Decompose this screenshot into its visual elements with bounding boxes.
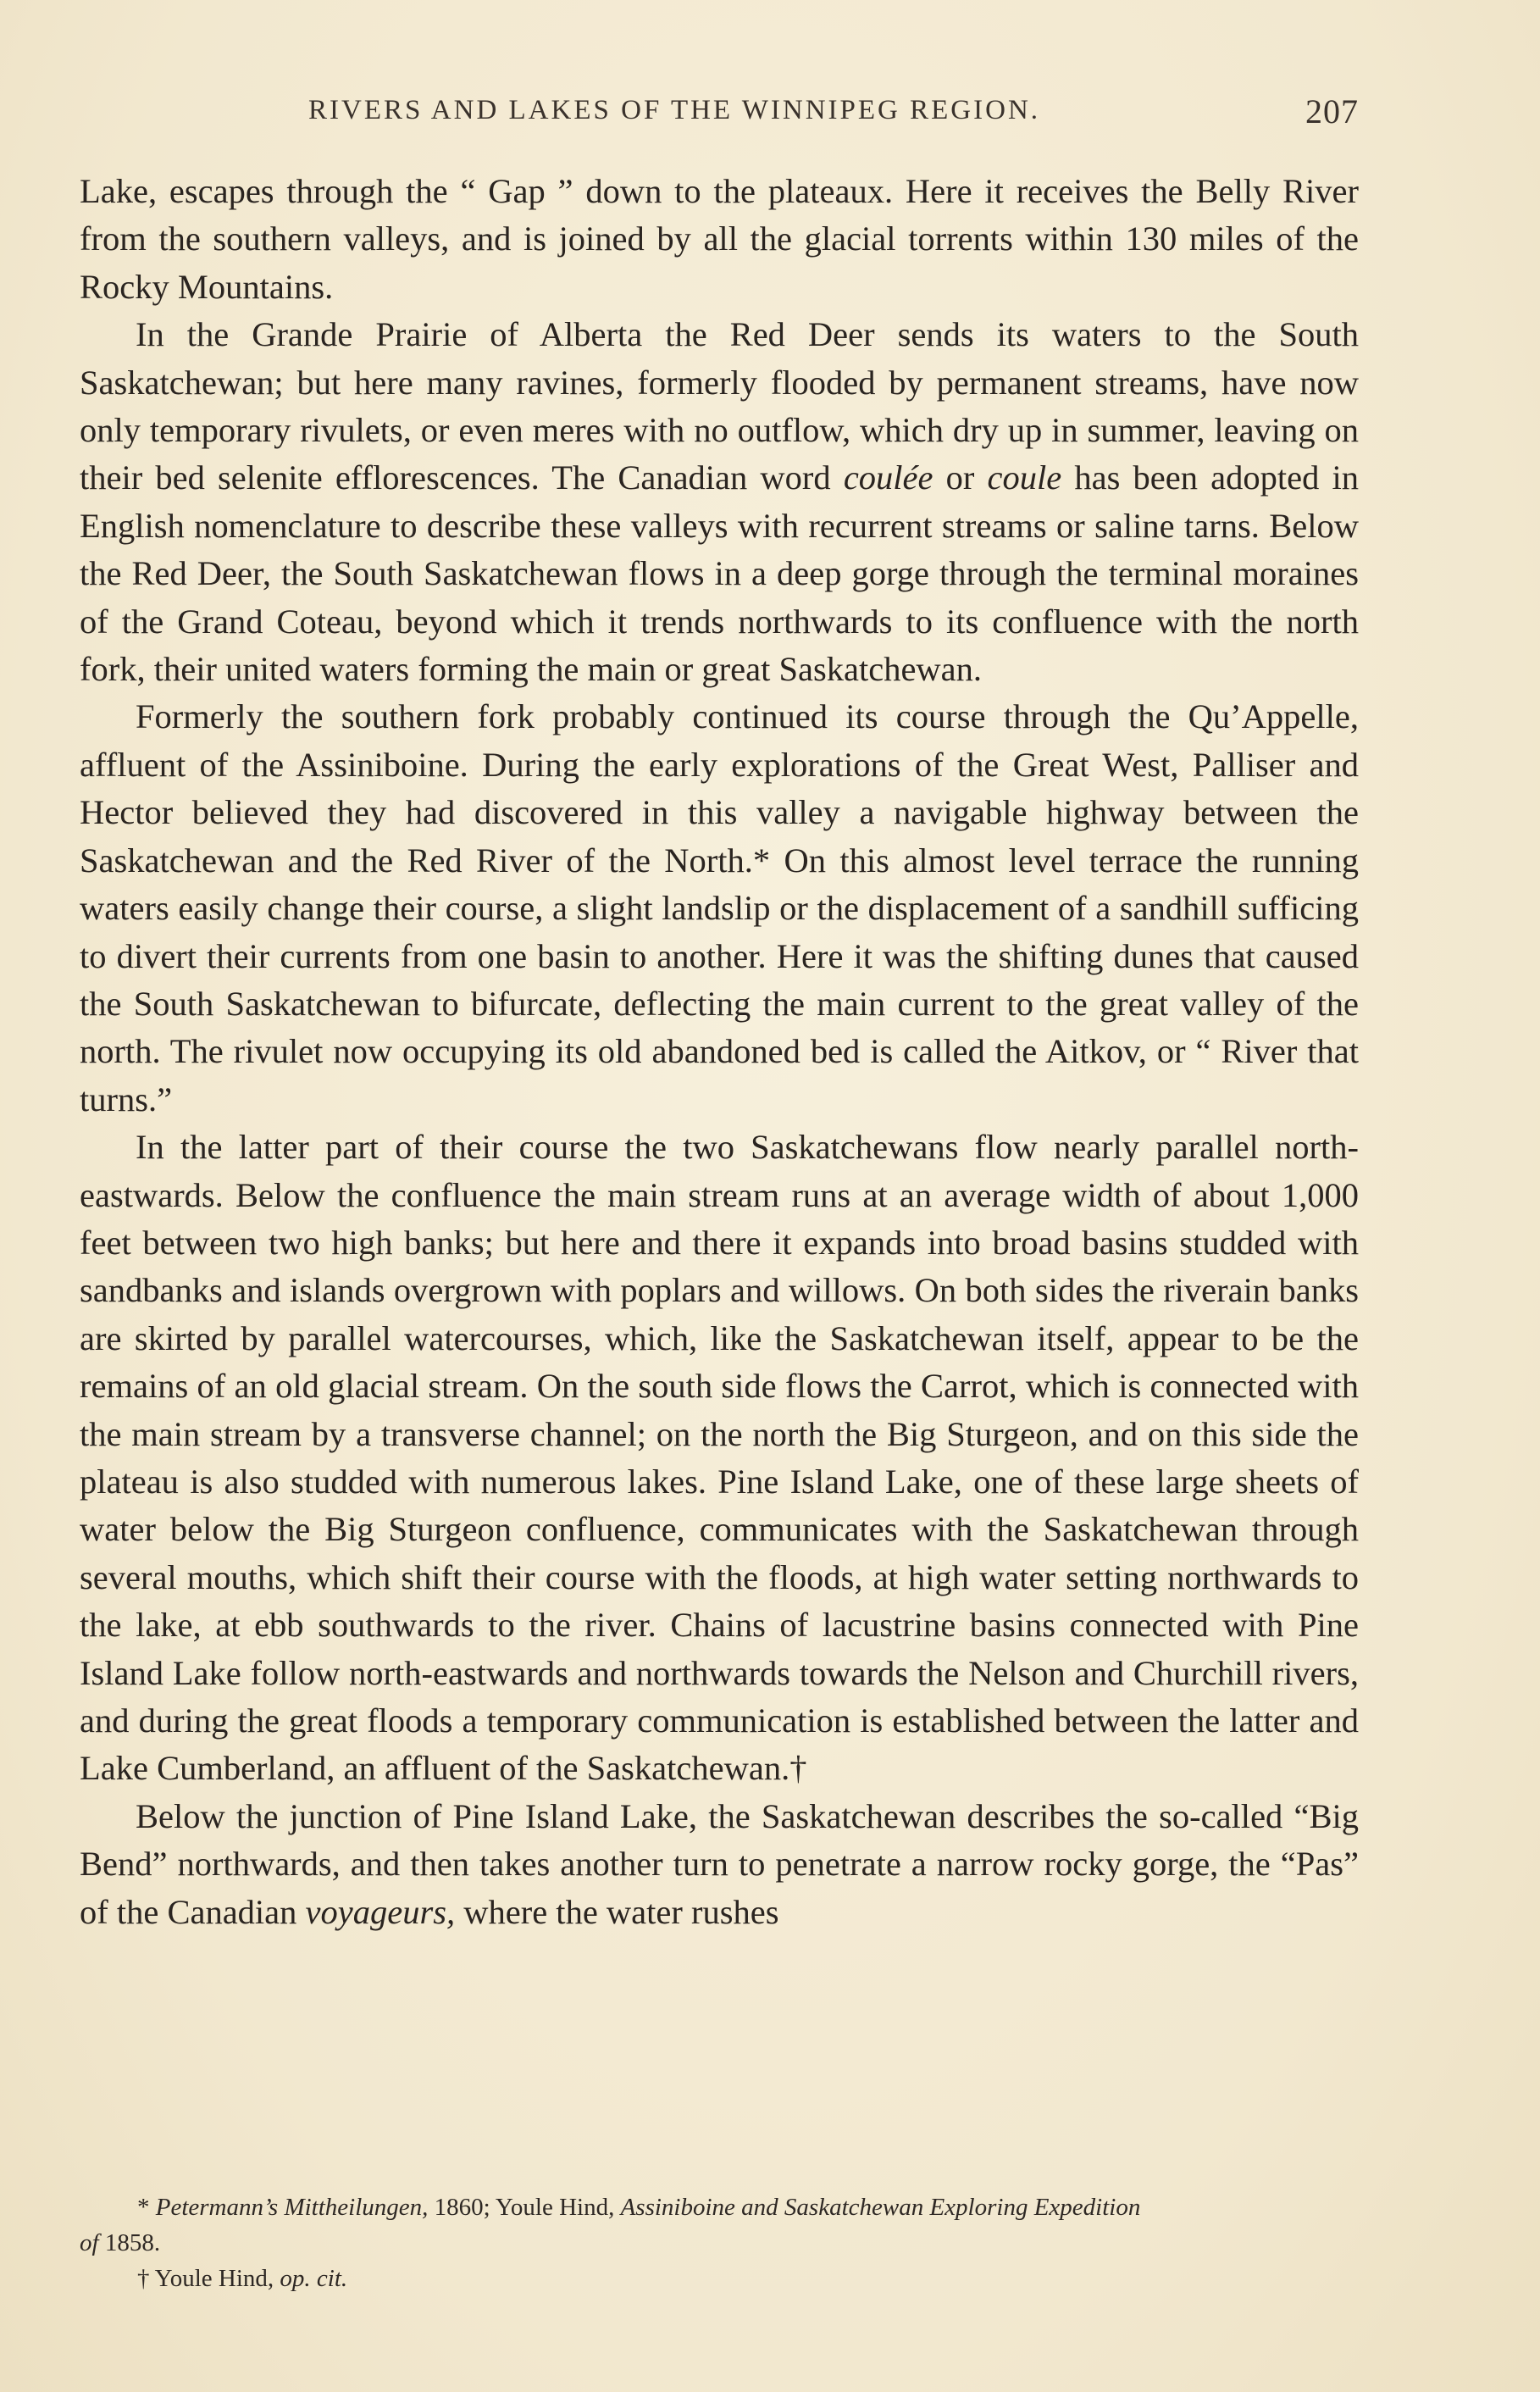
text-run: In the latter part of their course the two Saskatchewans flow nearly parallel north-eastwards. Below the confluence the main stream runs at an average width of about 1,000 feet between two high banks; but here and there it expands into broad basins studded with sandbanks and islands overgrown with poplars and willows. On both sides the riverain banks are skirted by parallel watercourses, which, like the Saskatchewan itself, appear to be the remains of an old glacial stream. On the south side flows the Carrot, which is connected with the main stream by a transverse channel; on the north the Big Sturgeon, and on this side the plateau is also studded with numerous lakes. Pine Island Lake, one of these large sheets of water below the Big Sturgeon confluence, communicates with the Saskatchewan through several mouths, which shift their course with the floods, at high water setting northwards to the lake, at ebb southwards to the river. Chains of lacustrine basins connected with Pine Island Lake follow north-eastwards and northwards towards the Nelson and Churchill rivers, and during the great floods a temporary communication is established between the latter and Lake Cumberland, an affluent of the Saskatchewan.† bbox=[80, 1128, 1359, 1788]
footnote-text: of bbox=[80, 2229, 99, 2256]
text-run: where the water rushes bbox=[455, 1892, 779, 1931]
footnote-1 bbox=[80, 2189, 1359, 2225]
paragraph-continuation bbox=[80, 168, 1359, 311]
text-run: or bbox=[933, 458, 988, 497]
text-run: Below the junction of Pine Island Lake, the Saskatchewan describes the so-called “Big Bend” northwards, and then takes another turn to penetrate a narrow rocky gorge, the “Pas” of the Canadian bbox=[80, 1796, 1359, 1931]
paragraph-alberta bbox=[80, 311, 1359, 693]
footnote-marker: * bbox=[137, 2194, 156, 2221]
italic-term: coulée bbox=[843, 458, 933, 497]
footnote-1-continued bbox=[80, 2225, 1359, 2261]
body-text bbox=[80, 168, 1359, 1936]
text-run: Formerly the southern fork probably continued its course through the Qu’Appelle, affluent of the Assiniboine. During the early explorations of the Great West, Palliser and Hector believed they had discovered in this valley a navigable highway between the Saskatchewan and the Red River of the North.* On this almost level terrace the running waters easily change their course, a slight landslip or the displacement of a sandhill sufficing to divert their currents from one basin to another. Here it was the shifting dunes that caused the South Saskatchewan to bifurcate, deflecting the main current to the great valley of the north. The rivulet now occupying its old abandoned bed is called the Aitkov, or “ River that turns.” bbox=[80, 697, 1359, 1118]
footnote-text: † Youle Hind, bbox=[137, 2265, 280, 2292]
italic-term: voyageurs, bbox=[305, 1892, 456, 1931]
footnote-2 bbox=[80, 2261, 1359, 2296]
footnote-ref: op. cit. bbox=[280, 2265, 348, 2292]
page-number: 207 bbox=[1305, 92, 1359, 130]
footnote-source: Petermann’s Mittheilungen, bbox=[155, 2194, 429, 2221]
text-run: Lake, escapes through the “ Gap ” down to the plateaux. Here it receives the Belly River from the southern valleys, and is joined by all the glacial torrents within 130 miles of the Rocky Mountains. bbox=[80, 172, 1359, 306]
running-header bbox=[308, 92, 1359, 146]
paragraph-confluence bbox=[80, 1124, 1359, 1793]
footnotes bbox=[80, 2189, 1359, 2296]
running-title: RIVERS AND LAKES OF THE WINNIPEG REGION. bbox=[308, 95, 1041, 125]
paragraph-big-bend bbox=[80, 1793, 1359, 1936]
paragraph-qu-appelle bbox=[80, 693, 1359, 1124]
footnote-title: Assiniboine and Saskatchewan Exploring Expedition bbox=[620, 2194, 1141, 2221]
footnote-text: 1860; Youle Hind, bbox=[428, 2194, 621, 2221]
text-run: has been adopted in English nomenclature to describe these valleys with recurrent streams or saline tarns. Below the Red Deer, the South Saskatchewan flows in a deep gorge through the terminal moraines of the Grand Coteau, beyond which it trends northwards to its confluence with the north fork, their united waters forming the main or great Saskatchewan. bbox=[80, 458, 1359, 689]
text-run: In the Grande Prairie of Alberta the Red Deer sends its waters to the South Saskatchewan; but here many ravines, formerly flooded by permanent streams, have now only temporary rivulets, or even meres with no outflow, which dry up in summer, leaving on their bed selenite efflorescences. The Canadian word bbox=[80, 315, 1359, 497]
italic-term: coule bbox=[987, 458, 1062, 497]
footnote-text: 1858. bbox=[98, 2229, 161, 2256]
